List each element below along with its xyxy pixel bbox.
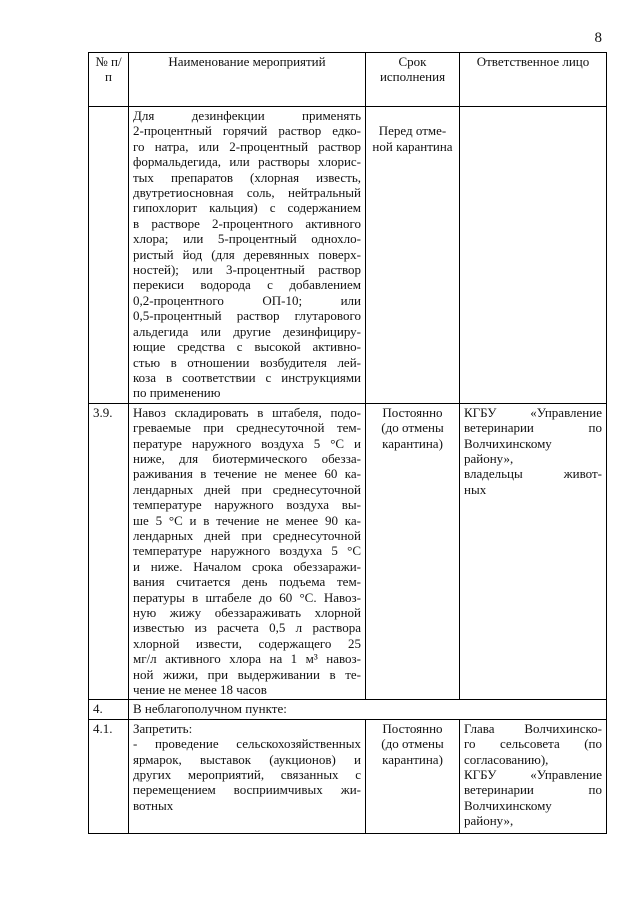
term-line: Перед отме- <box>378 123 447 139</box>
table-row <box>89 719 607 833</box>
text-line: ной жижи, при выдерживании в те- <box>133 666 361 682</box>
text-line: Запретить: <box>133 720 193 736</box>
term-line: (до отмены <box>381 420 444 436</box>
text-line: ную жижу обеззараживать хлорной <box>133 605 361 620</box>
term-line: Постоянно <box>382 720 443 736</box>
text-line: ностей); или 3-процентный раствор <box>133 262 361 278</box>
text-line: ристый йод (для деревянных поверх- <box>133 246 361 262</box>
text-line: по применению <box>133 385 221 401</box>
row-responsible <box>460 107 607 404</box>
measures-table <box>88 52 607 834</box>
table-row <box>89 107 607 404</box>
resp-line: го сельсовета (по <box>464 736 602 752</box>
term-line: ной карантина <box>372 138 453 154</box>
text-line: лендарных дней при среднесуточной <box>133 527 361 543</box>
text-line: 0,2-процентного ОП-10; или <box>133 292 361 308</box>
text-line: перемещением восприимчивых жи- <box>133 782 361 798</box>
text-line: пературе наружного воздуха 5 °С и <box>133 435 361 451</box>
resp-line: ветеринарии по <box>464 782 602 798</box>
text-line: раживания в течение не менее 60 ка- <box>133 466 361 482</box>
resp-line: району», <box>464 813 514 829</box>
table-row <box>89 700 607 719</box>
text-line: греваемые при среднесуточной тем- <box>133 420 361 436</box>
text-line: мг/л активного хлора на 1 м³ навоз- <box>133 651 361 667</box>
term-line: Постоянно <box>382 404 443 420</box>
term-line <box>370 108 455 123</box>
text-line: формальдегида, или растворы хлорис- <box>133 154 361 170</box>
text-line: и ниже. Началом срока обеззаражи- <box>133 558 361 574</box>
resp-line: ветеринарии по <box>464 420 602 436</box>
resp-line: ных <box>464 481 487 497</box>
text-line: го натра, или 2-процентный раствор <box>133 138 361 154</box>
resp-line: владельцы живот- <box>464 466 602 482</box>
text-line: - проведение сельскохозяйственных <box>133 736 361 752</box>
text-line: вотных <box>133 797 174 813</box>
resp-line: Волчихинскому <box>464 797 552 813</box>
text-line: коза в соответствии с инструкциями <box>133 369 361 385</box>
text-line: стью в отношении возбудителя лей- <box>133 354 361 370</box>
text-line: чение не менее 18 часов <box>133 682 267 698</box>
text-line: температуре наружного воздуха 5 °С <box>133 543 361 559</box>
table-header-row <box>89 53 607 107</box>
text-line: хлора; или 5-процентный однохло- <box>133 231 361 247</box>
table-row <box>89 403 607 700</box>
resp-line: согласованию), <box>464 751 549 767</box>
text-line: ше 5 °С и в течение не менее 90 ка- <box>133 512 361 528</box>
term-line: карантина) <box>382 435 443 451</box>
text-line: 0,5-процентный раствор глутарового <box>133 308 361 324</box>
row-number: 4. <box>89 700 129 719</box>
row-responsible <box>460 719 607 833</box>
text-line: двутретиосновная соль, нейтральный <box>133 185 361 201</box>
row-term <box>366 107 460 404</box>
header-name: Наименование мероприятий <box>129 53 366 107</box>
section-title: В неблагополучном пункте: <box>129 700 607 719</box>
text-line: других мероприятий, связанных с <box>133 767 361 783</box>
text-line: гипохлорит кальция) с содержанием <box>133 200 361 216</box>
term-line: (до отмены <box>381 736 444 752</box>
row-text <box>129 719 366 833</box>
text-line: хлорной извести, содержащего 25 <box>133 635 361 651</box>
resp-line: КГБУ «Управление <box>464 767 602 783</box>
term-line: карантина) <box>382 751 443 767</box>
header-term: Срок исполнения <box>366 53 460 107</box>
text-line: ярмарок, выставок (аукционов) и <box>133 751 361 767</box>
text-line: Навоз складировать в штабеля, подо- <box>133 404 361 420</box>
resp-line: Волчихинскому <box>464 435 552 451</box>
row-text <box>129 403 366 700</box>
resp-line: району», <box>464 450 514 466</box>
row-number: 4.1. <box>89 719 129 833</box>
text-line: в растворе 2-процентного активного <box>133 215 361 231</box>
text-line: вания считается день подъема тем- <box>133 574 361 590</box>
text-line: 2-процентный горячий раствор едко- <box>133 123 361 139</box>
text-line: Для дезинфекции применять <box>133 108 361 123</box>
text-line: пературы в штабеле до 60 °С. Навоз- <box>133 589 361 605</box>
row-responsible <box>460 403 607 700</box>
text-line: известью из расчета 0,5 л раствора <box>133 620 361 636</box>
text-line: альдегида или другие дезинфициру- <box>133 323 361 339</box>
row-term <box>366 719 460 833</box>
resp-line: КГБУ «Управление <box>464 404 602 420</box>
resp-line: Глава Волчихинско- <box>464 720 602 736</box>
text-line: ниже, для биотермического обезза- <box>133 450 361 466</box>
text-line: перекиси водорода с добавлением <box>133 277 361 293</box>
row-text <box>129 107 366 404</box>
text-line: тых препаратов (хлорная известь, <box>133 169 361 185</box>
text-line: ющие средства с высокой активно- <box>133 339 361 355</box>
text-line: лендарных дней при среднесуточной <box>133 481 361 497</box>
page-number: 8 <box>594 30 602 46</box>
header-num: № п/п <box>89 53 129 107</box>
row-number <box>89 107 129 404</box>
text-line: температуре наружного воздуха вы- <box>133 497 361 513</box>
header-resp: Ответственное лицо <box>460 53 607 107</box>
row-term <box>366 403 460 700</box>
row-number: 3.9. <box>89 403 129 700</box>
